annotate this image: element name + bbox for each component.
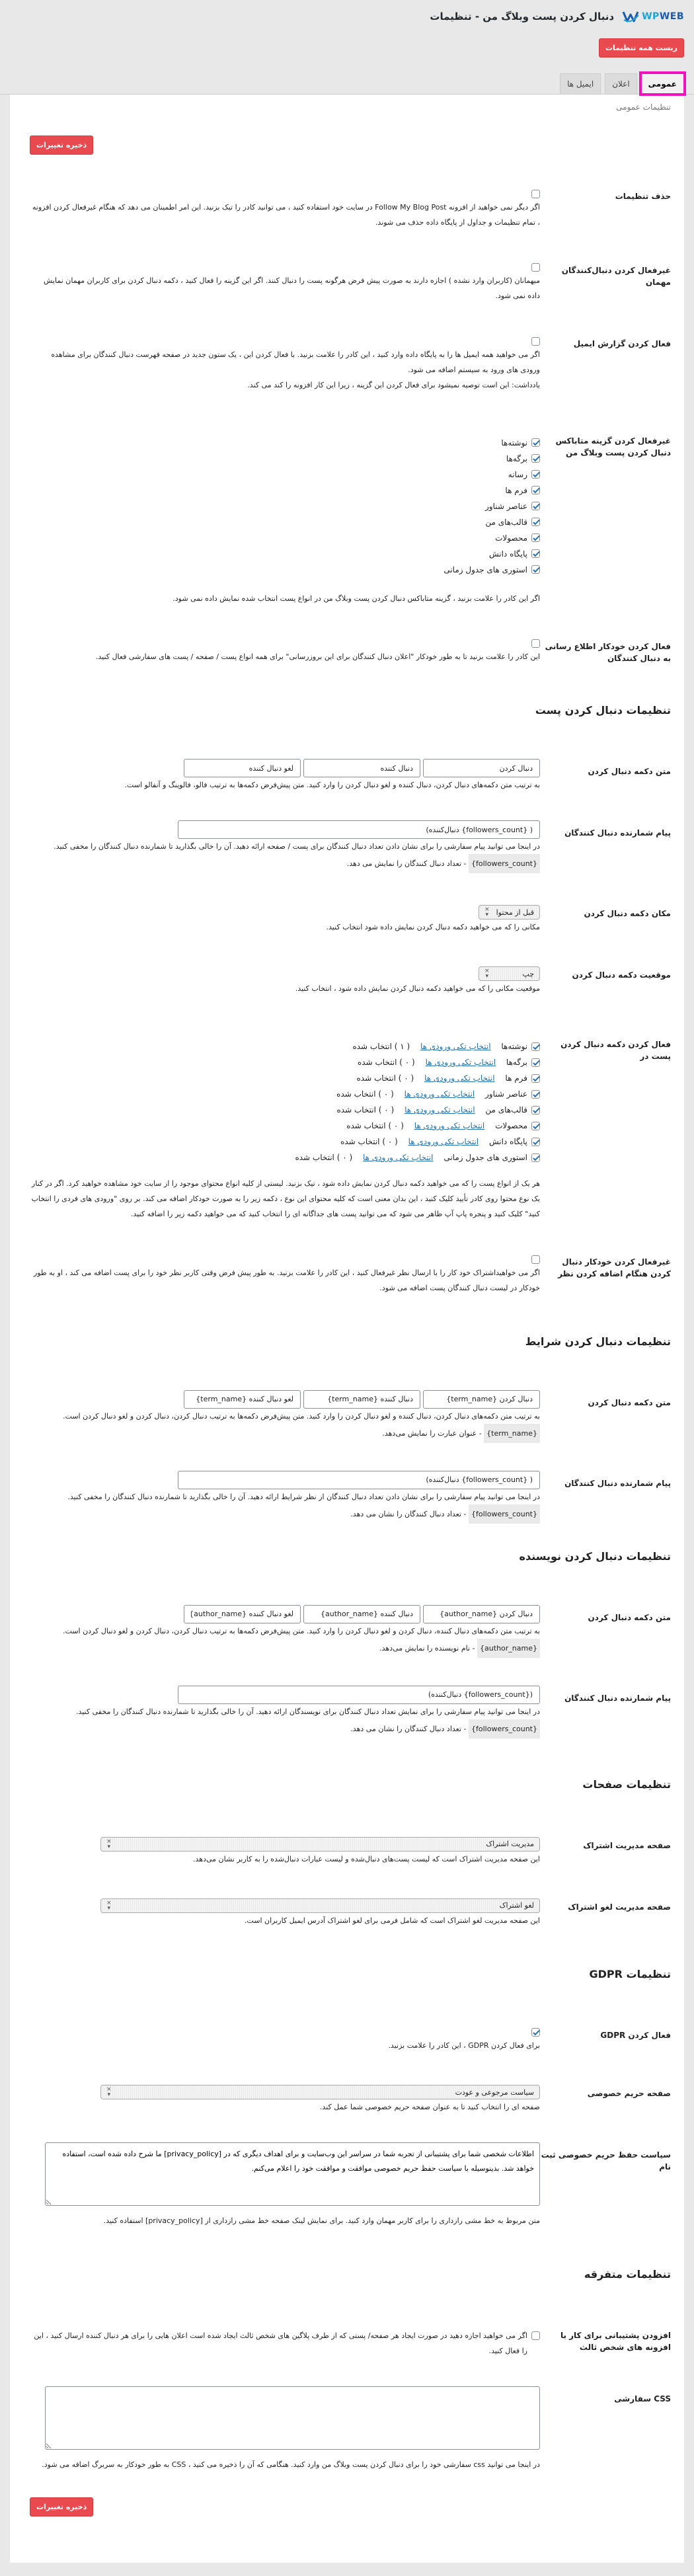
field-description: مکانی را که می خواهید دکمه دنبال کردن نمایش داده شود انتخاب کنید. xyxy=(326,923,540,931)
metabox-checkbox-floating[interactable] xyxy=(531,502,540,510)
select-individual-entries-link[interactable]: انتخاب تکی ورودی ها xyxy=(425,1058,496,1067)
following-text-input[interactable] xyxy=(303,759,420,777)
selected-count: ( ۰ ) انتخاب شده xyxy=(295,1153,353,1162)
row-third-party xyxy=(30,2320,671,2359)
field-label: فعال کردن خودکار اطلاع رسانی به دنبال کنندگان xyxy=(545,641,671,663)
select-individual-entries-link[interactable]: انتخاب تکی ورودی ها xyxy=(408,1137,479,1146)
row-unsubscribe-manage-page xyxy=(30,1892,671,1928)
row-post-counter-message xyxy=(30,818,671,873)
field-description: اگر می خواهید همه ایمیل ها را به پایگاه داده وارد کنید ، این کادر را علامت بزنید. با فعال کردن این ، یک ستون جدید در صفحه فهرست دنبال کنندگان برای مشاهده ورودی های ورود به سیستم اضافه می شود. xyxy=(51,350,540,374)
page-header xyxy=(0,0,694,26)
row-disable-guest xyxy=(30,255,671,304)
selected-count: ( ۰ ) انتخاب شده xyxy=(358,1058,415,1067)
list-item xyxy=(30,1118,540,1134)
metabox-checkbox-pages[interactable] xyxy=(531,454,540,463)
list-item xyxy=(30,498,540,514)
item-label: عناصر شناور xyxy=(485,1089,527,1099)
list-item xyxy=(30,483,540,498)
field-description: میهمانان (کاربران وارد نشده ) اجازه دارند به صورت پیش فرض هرگونه پست را دنبال کنند. اگر این گزینه را فعال کنید ، دکمه دنبال کردن برای کاربران مهمان نمایش داده نمی شود. xyxy=(43,276,540,300)
clear-selection-icon[interactable]: × ▾ xyxy=(106,2086,112,2098)
enable-gdpr-checkbox[interactable] xyxy=(531,2028,540,2037)
field-description: به ترتیب متن دکمه‌های دنبال کردن، دنبال کننده و لغو دنبال کردن را وارد کنید. متن پیش‌فرض دکمه‌ها به ترتیب دنبال کردن، دنبال کردن و لغو دنبال کردن است. xyxy=(63,1411,540,1421)
selected-count: ( ۰ ) انتخاب شده xyxy=(356,1073,414,1083)
field-description: اگر دیگر نمی خواهید از افزونه Follow My Blog Post در سایت خود استفاده کنید ، می توانید کادر را تیک بزنید. این امر اطمینان می دهد که هنگام غیرفعال کردن افزونه ، تمام تنظیمات و جداول از پایگاه داده حذف می شوند. xyxy=(32,202,540,227)
placeholder-tag: {followers_count} xyxy=(469,1504,540,1524)
clear-selection-icon[interactable]: × ▾ xyxy=(106,1838,112,1850)
item-label: قالب‌های من xyxy=(485,1105,527,1114)
field-label: مکان دکمه دنبال کردن xyxy=(584,909,671,918)
field-description: موقعیت مکانی را که می خواهید دکمه دنبال کردن نمایش داده شود ، انتخاب کنید. xyxy=(295,984,540,993)
tab-notification[interactable]: اعلان xyxy=(605,73,636,94)
selected-count: ( ۱ ) انتخاب شده xyxy=(352,1042,410,1051)
row-author-button-text xyxy=(30,1602,671,1658)
item-label: برگه‌ها xyxy=(506,453,527,463)
row-signup-policy xyxy=(30,2140,671,2228)
button-position-select[interactable] xyxy=(479,966,540,981)
select-individual-entries-link[interactable]: انتخاب تکی ورودی ها xyxy=(405,1105,475,1114)
row-post-button-text xyxy=(30,756,671,793)
row-enable-on xyxy=(30,1029,671,1222)
wpweb-logo xyxy=(622,10,684,23)
enable-checkbox-knowledge[interactable] xyxy=(531,1138,540,1146)
field-label: فعال کردن GDPR xyxy=(600,2030,671,2040)
enable-checkbox-products[interactable] xyxy=(531,1122,540,1130)
list-item xyxy=(30,1038,540,1054)
row-email-report xyxy=(30,329,671,393)
page-title: دنبال کردن پست وبلاگ من - تنظیمات xyxy=(430,11,615,22)
placeholder-tag-desc: - تعداد دنبال کنندگان را نشان می دهد. xyxy=(350,1509,467,1518)
selected-value: مدیریت اشتراک xyxy=(486,1840,534,1848)
section-title-author-follow: تنظیمات دنبال کردن نویسنده xyxy=(519,1549,671,1563)
list-item xyxy=(30,562,540,578)
unsubscribe-manage-page-select[interactable] xyxy=(100,1898,540,1913)
field-description: در اینجا می توانید پیام سفارشی را برای نشان دادن تعداد دنبال کنندگان برای پست / صفحه ارائه دهید. آن را خالی بگذارید تا شمارنده دنبال کنندگان را مخفی کنید. xyxy=(54,842,540,851)
enable-checkbox-pages[interactable] xyxy=(531,1058,540,1067)
disable-guest-checkbox[interactable] xyxy=(531,263,540,272)
item-label: استوری های جدول زمانی xyxy=(443,1153,527,1162)
save-changes-button-top[interactable]: ذخیره تغییرات xyxy=(30,136,93,155)
item-label: محصولات xyxy=(495,1121,527,1130)
row-disable-metabox xyxy=(30,426,671,606)
enable-checkbox-floating[interactable] xyxy=(531,1090,540,1099)
author-counter-message-input[interactable] xyxy=(178,1686,540,1704)
settings-panel xyxy=(10,95,684,2563)
button-location-select[interactable] xyxy=(479,905,540,919)
selected-value: لغو اشتراک xyxy=(499,1901,534,1910)
section-title-term-follow: تنظیمات دنبال کردن شرایط xyxy=(525,1335,671,1348)
metabox-checkbox-stories[interactable] xyxy=(531,565,540,574)
selected-value: سیاست مرجوعی و عودت xyxy=(455,2088,534,2097)
field-label: حذف تنظیمات xyxy=(615,192,671,201)
placeholder-tag: {term_name} xyxy=(484,1424,540,1443)
follow-text-input[interactable] xyxy=(423,759,540,777)
field-label: سیاست حفظ حریم خصوصی ثبت نام xyxy=(541,2150,671,2171)
field-label: متن دکمه دنبال کردن xyxy=(588,767,671,776)
item-label: فرم ها xyxy=(505,485,527,495)
field-label: پیام شمارنده دنبال کنندگان xyxy=(564,1478,671,1488)
field-label: متن دکمه دنبال کردن xyxy=(588,1397,671,1407)
enable-checkbox-stories[interactable] xyxy=(531,1153,540,1162)
custom-css-textarea[interactable] xyxy=(45,2386,540,2450)
item-label: استوری های جدول زمانی xyxy=(443,565,527,574)
tab-general[interactable]: عمومی xyxy=(641,73,684,94)
section-title-pages: تنظیمات صفحات xyxy=(582,1777,671,1791)
tab-emails[interactable]: ایمیل ها xyxy=(560,73,601,94)
author-following-text-input[interactable] xyxy=(303,1605,420,1623)
email-report-checkbox[interactable] xyxy=(531,337,540,346)
list-item xyxy=(30,546,540,562)
enable-checkbox-templates[interactable] xyxy=(531,1106,540,1114)
row-disable-on-comment xyxy=(30,1247,671,1296)
item-label: برگه‌ها xyxy=(506,1058,527,1067)
row-custom-css xyxy=(30,2384,671,2472)
field-description: در اینجا می توانید css سفارشی خود را برای دنبال کردن پست وبلاگ من وارد کنید. هنگامی که آن را ذخیره می کنید ، CSS به طور خودکار به سربرگ اضافه می شود. xyxy=(42,2460,540,2469)
row-subscription-manage-page xyxy=(30,1830,671,1867)
enable-checkbox-forms[interactable] xyxy=(531,1074,540,1083)
item-label: محصولات xyxy=(495,533,527,543)
metabox-checkbox-knowledge[interactable] xyxy=(531,549,540,558)
field-description: صفحه ای را انتخاب کنید تا به عنوان صفحه حریم خصوصی شما عمل کند. xyxy=(319,2103,540,2111)
row-author-counter-message xyxy=(30,1683,671,1738)
list-item xyxy=(30,530,540,546)
field-label: غیرفعال کردن خودکار دنبال کردن هنگام اضافه کردن نظر xyxy=(558,1257,671,1278)
placeholder-tag: {followers_count} xyxy=(469,854,540,873)
selected-count: ( ۰ ) انتخاب شده xyxy=(336,1089,394,1099)
row-auto-notify xyxy=(30,631,671,665)
enable-post-type-list xyxy=(30,1038,540,1165)
item-label: رسانه xyxy=(508,469,527,479)
save-changes-button-bottom[interactable]: ذخیره تغییرات xyxy=(30,2497,93,2517)
field-description: به ترتیب متن دکمه‌های دنبال کننده، دنبال کردن و لغو دنبال کردن را وارد کنید. متن پیش‌فرض دکمه‌ها به ترتیب دنبال کردن، دنبال کردن و لغو دنبال کردن است. xyxy=(63,1626,540,1635)
placeholder-tag: {author_name} xyxy=(477,1639,540,1658)
field-description: هر یک از انواع پست را که می خواهید دکمه دنبال کردن نمایش داده شود ، تیک بزنید. لیستی از کلیه انواع محتوای موجود را از سایت خود مشاهده خواهید کرد. اگر در کنار یک نوع محتوا روی کادر تأیید کلیک کنید ، این بدان معنی است که کلیه محتوای این نوع ، دکمه زیر را به صورت خودکار اضافه می کند. بر روی "ورودی های فردی را انتخاب کنید" کلیک کنید و پنجره پاپ آپ ظاهر می شود که می توانید پست های جداگانه ای را انتخاب کنید که می خواهید دکمه زیر را اضافه کنید. xyxy=(31,1179,540,1218)
section-title-misc: تنظیمات متفرقه xyxy=(584,2268,671,2281)
field-label: پیام شمارنده دنبال کنندگان xyxy=(564,828,671,838)
logo-text: WPWEB xyxy=(642,11,684,22)
selected-value: چپ xyxy=(522,969,534,978)
field-description: اگر این کادر را علامت بزنید ، گزینه متاباکس دنبال کردن پست وبلاگ من در انواع پست انتخاب شده نمایش داده نمی شود. xyxy=(173,594,540,603)
field-label: فعال کردن گزارش ایمیل xyxy=(573,339,671,348)
author-unfollow-text-input[interactable] xyxy=(184,1605,301,1623)
unfollow-text-input[interactable] xyxy=(184,759,301,777)
metabox-checkbox-templates[interactable] xyxy=(531,518,540,526)
field-description: اگر می خواهیداشتراک خود کار را با ارسال نظر غیرفعال کنید ، این کادر را علامت بزنید. به طور پیش فرض وقتی کاربر نظر خود را برای پست اضافه می کند ، او به طور خودکار در لیست دنبال کنندگان پست اضافه می شود. xyxy=(33,1268,540,1292)
field-label: CSS سفارشی xyxy=(614,2394,671,2403)
field-label: صفحه مدیریت لغو اشتراک xyxy=(568,1902,671,1912)
clear-selection-icon[interactable]: × ▾ xyxy=(484,968,490,980)
field-label: افزودن پشتیبانی برای کار با افزونه های شخص ثالث xyxy=(560,2331,671,2352)
term-follow-text-input[interactable] xyxy=(423,1390,540,1409)
term-unfollow-text-input[interactable] xyxy=(184,1390,301,1409)
row-button-position xyxy=(30,960,671,996)
item-label: پایگاه دانش xyxy=(488,549,527,559)
signup-privacy-policy-textarea[interactable] xyxy=(45,2142,540,2206)
field-label: موقعیت دکمه دنبال کردن xyxy=(572,970,671,980)
field-label: متن دکمه دنبال کردن xyxy=(588,1612,671,1622)
field-label: غیرفعال کردن دنبال‌کنندگان مهمان xyxy=(561,265,671,287)
selected-count: ( ۰ ) انتخاب شده xyxy=(340,1137,398,1146)
section-title-post-follow: تنظیمات دنبال کردن پست xyxy=(535,704,671,717)
selected-count: ( ۰ ) انتخاب شده xyxy=(336,1105,395,1114)
placeholder-tag-desc: - تعداد دنبال کنندگان را نشان می دهد. xyxy=(350,1724,467,1733)
field-description: برای فعال کردن GDPR ، این کادر را علامت بزنید. xyxy=(388,2041,540,2050)
field-label: صفحه مدیریت اشتراک xyxy=(583,1840,671,1850)
metabox-post-type-list xyxy=(30,435,540,578)
row-privacy-page xyxy=(30,2078,671,2115)
placeholder-tag-desc: - نام نویسنده را نمایش می‌دهد. xyxy=(379,1643,475,1653)
field-description: این صفحه مدیریت لغو اشتراک است که شامل فرمی برای لغو اشتراک آدرس ایمیل کاربران است. xyxy=(244,1916,540,1925)
metabox-checkbox-forms[interactable] xyxy=(531,486,540,494)
field-label: غیرفعال کردن گزینه متاباکس دنبال کردن پست وبلاگ من xyxy=(555,436,671,457)
placeholder-tag-desc: - عنوان عبارت را نمایش می‌دهد. xyxy=(382,1428,482,1438)
field-description: در اینجا می توانید پیام سفارشی را برای نمایش تعداد دنبال کنندگان برای نویسندگان ارائه دهید. آن را خالی بگذارید تا شمارنده دنبال کنندگان را مخفی کنید. xyxy=(75,1707,540,1716)
auto-notify-checkbox[interactable] xyxy=(531,639,540,648)
select-individual-entries-link[interactable]: انتخاب تکی ورودی ها xyxy=(420,1042,491,1051)
third-party-support-checkbox[interactable] xyxy=(531,2331,540,2340)
list-item xyxy=(30,1102,540,1118)
list-item xyxy=(30,1070,540,1086)
row-term-counter-message xyxy=(30,1468,671,1524)
metabox-checkbox-posts[interactable] xyxy=(531,438,540,447)
field-description: به ترتیب متن دکمه‌های دنبال کردن، دنبال کننده و لغو دنبال کردن را وارد کنید. متن پیش‌فرض دکمه‌ها به ترتیب فالو، فالوینگ و آنفالو است. xyxy=(124,781,540,789)
subscription-manage-page-select[interactable] xyxy=(100,1837,540,1852)
row-button-location xyxy=(30,898,671,935)
clear-selection-icon[interactable]: × ▾ xyxy=(484,906,490,918)
item-label: قالب‌های من xyxy=(485,517,527,527)
privacy-page-select[interactable] xyxy=(100,2085,540,2099)
field-label: صفحه حریم خصوصی xyxy=(587,2089,671,2098)
field-description: اگر می خواهید اجازه دهید در صورت ایجاد هر صفحه/ پستی که از طرف پلاگین های شخص ثالث ایجاد شده است اعلان هایی را برای هر دنبال کننده ارسال کنید ، این را فعال کنید. xyxy=(34,2331,527,2355)
section-title-gdpr: تنظیمات GDPR xyxy=(589,1967,671,1980)
enable-checkbox-posts[interactable] xyxy=(531,1042,540,1051)
field-description: متن مربوط به خط مشی رازداری را برای کاربر مهمان وارد کنید. برای نمایش لینک صفحه خط مشی رازداری از [privacy_policy] استفاده کنید. xyxy=(103,2216,540,2225)
metabox-checkbox-media[interactable] xyxy=(531,470,540,479)
list-item xyxy=(30,467,540,483)
select-individual-entries-link[interactable]: انتخاب تکی ورودی ها xyxy=(404,1089,475,1099)
field-description: این کادر را علامت بزنید تا به طور خودکار "اعلان دنبال کنندگان برای این بروزرسانی" برای همه انواع پست / صفحه / پست های سفارشی فعال کنید. xyxy=(95,652,540,661)
field-description: در اینجا می توانید پیام سفارشی را برای نشان دادن تعداد دنبال کنندگان از نظر شرایط ارائه دهید. آن را خالی بگذارید تا شمارنده دنبال کنندگان را مخفی کنید. xyxy=(67,1492,540,1501)
row-delete-settings xyxy=(30,181,671,230)
list-item xyxy=(30,1054,540,1070)
field-label: پیام شمارنده دنبال کنندگان xyxy=(564,1693,671,1703)
list-item xyxy=(30,1134,540,1150)
settings-tabs xyxy=(0,58,694,95)
list-item xyxy=(30,435,540,451)
item-label: پایگاه دانش xyxy=(488,1137,527,1146)
select-individual-entries-link[interactable]: انتخاب تکی ورودی ها xyxy=(424,1073,495,1083)
field-label: فعال کردن دکمه دنبال کردن پست در xyxy=(560,1040,671,1061)
reset-all-settings-button[interactable]: ریست همه تنظیمات xyxy=(599,38,684,58)
row-term-button-text xyxy=(30,1387,671,1443)
item-label: فرم ها xyxy=(505,1073,527,1083)
list-item xyxy=(30,1086,540,1102)
field-description: این صفحه مدیریت اشتراک است که لیست پست‌های دنبال‌شده و لیست عبارات دنبال‌شده را به کاربر نشان می‌دهد. xyxy=(193,1854,540,1863)
field-note: یادداشت: این است توصیه نمیشود برای فعال کردن این گزینه ، زیرا این کار افزونه را کند می کند. xyxy=(247,380,540,389)
list-item xyxy=(30,451,540,467)
list-item xyxy=(30,514,540,530)
follower-counter-message-input[interactable] xyxy=(178,820,540,839)
selected-value: قبل از محتوا xyxy=(496,908,534,917)
delete-settings-checkbox[interactable] xyxy=(531,190,540,198)
author-follow-text-input[interactable] xyxy=(423,1605,540,1623)
term-counter-message-input[interactable] xyxy=(178,1471,540,1489)
row-enable-gdpr xyxy=(30,2020,671,2054)
term-following-text-input[interactable] xyxy=(303,1390,420,1409)
item-label: نوشته‌ها xyxy=(501,1042,527,1051)
metabox-checkbox-products[interactable] xyxy=(531,533,540,542)
placeholder-tag: {followers_count} xyxy=(469,1719,540,1738)
select-individual-entries-link[interactable]: انتخاب تکی ورودی ها xyxy=(414,1121,485,1130)
selected-count: ( ۰ ) انتخاب شده xyxy=(346,1121,404,1130)
placeholder-tag-desc: - تعداد دنبال کنندگان را نمایش می دهد. xyxy=(346,859,467,868)
clear-selection-icon[interactable]: × ▾ xyxy=(106,1899,112,1912)
panel-label: تنظیمات عمومی xyxy=(616,102,671,112)
list-item xyxy=(30,1150,540,1165)
wpweb-logo-icon xyxy=(622,10,639,23)
disable-on-comment-checkbox[interactable] xyxy=(531,1255,540,1264)
select-individual-entries-link[interactable]: انتخاب تکی ورودی ها xyxy=(362,1153,434,1162)
item-label: عناصر شناور xyxy=(485,501,527,511)
item-label: نوشته‌ها xyxy=(501,438,527,448)
